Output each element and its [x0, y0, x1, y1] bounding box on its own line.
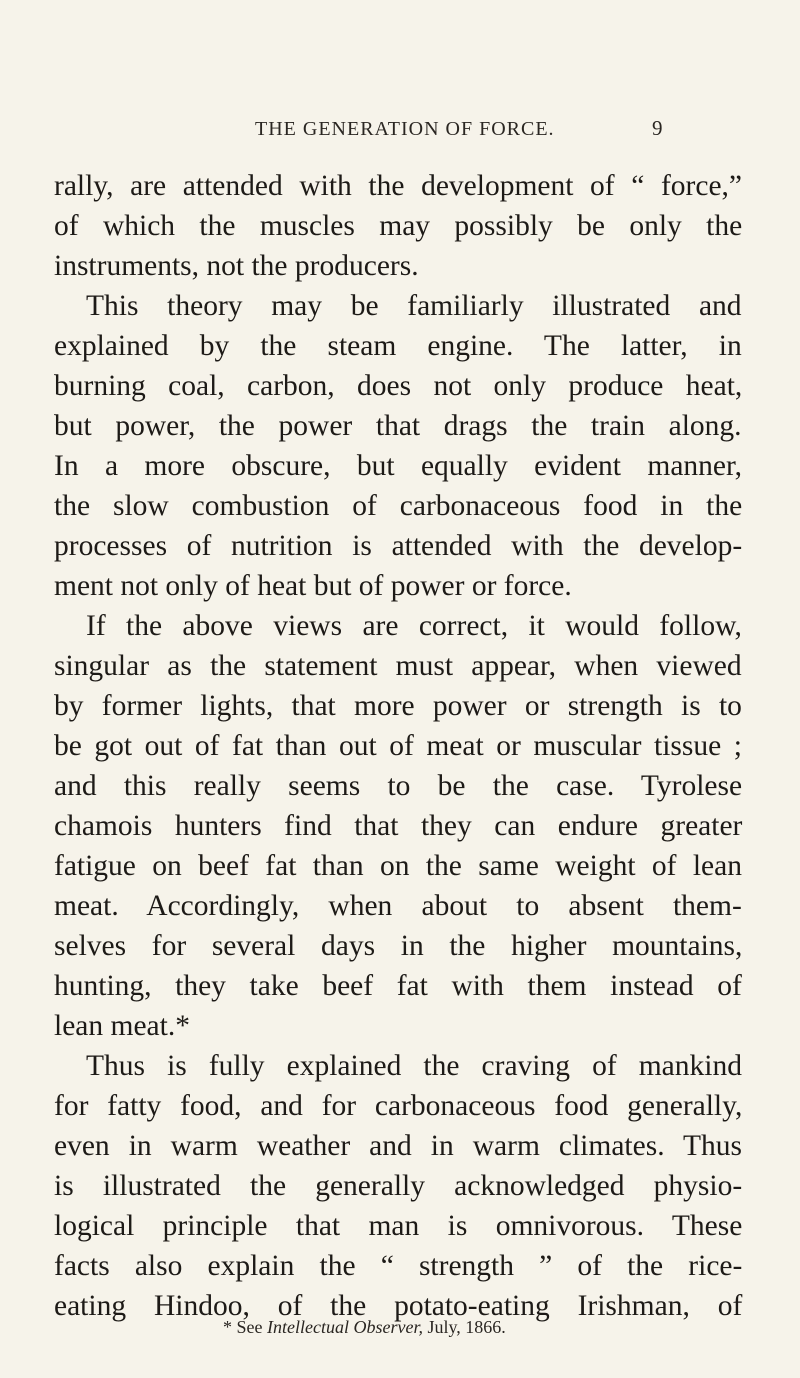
- text-line: is illustrated the generally acknowledged physio-: [54, 1170, 743, 1202]
- text-line: processes of nutrition is attended with the develop-: [54, 530, 743, 562]
- text-line: but power, the power that drags the train along.: [54, 410, 742, 442]
- text-line: ment not only of heat but of power or force.: [54, 570, 572, 602]
- text-line: In a more obscure, but equally evident manner,: [54, 450, 743, 482]
- text-line: facts also explain the “ strength ” of the rice-: [54, 1250, 743, 1282]
- text-line: by former lights, that more power or strength is to: [54, 690, 742, 722]
- text-line: explained by the steam engine. The latter, in: [54, 330, 742, 362]
- text-line: singular as the statement must appear, when viewed: [54, 650, 742, 682]
- text-line: If the above views are correct, it would follow,: [86, 610, 742, 642]
- text-line: be got out of fat than out of meat or muscular tissue ;: [54, 730, 742, 762]
- page-number: 9: [652, 116, 663, 140]
- text-line: meat. Accordingly, when about to absent them-: [54, 890, 742, 922]
- running-title: THE GENERATION OF FORCE.: [255, 118, 555, 140]
- text-line: chamois hunters find that they can endure greater: [54, 810, 743, 842]
- text-line: This theory may be familiarly illustrated and: [86, 290, 742, 322]
- footnote-source: Intellectual Observer,: [267, 1317, 423, 1337]
- footnote-marker: * See: [223, 1317, 263, 1337]
- text-line: rally, are attended with the development of “ force,”: [54, 170, 743, 202]
- text-line: hunting, they take beef fat with them instead of: [54, 970, 742, 1002]
- text-line: instruments, not the producers.: [54, 250, 419, 282]
- text-line: selves for several days in the higher mountains,: [54, 930, 743, 962]
- text-line: Thus is fully explained the craving of mankind: [86, 1050, 742, 1082]
- text-line: of which the muscles may possibly be only the: [54, 210, 743, 242]
- text-line: even in warm weather and in warm climates. Thus: [54, 1130, 743, 1162]
- text-line: lean meat.*: [54, 1010, 190, 1042]
- text-line: the slow combustion of carbonaceous food in the: [54, 490, 743, 522]
- footnote-date: July, 1866.: [427, 1317, 506, 1337]
- text-line: and this really seems to be the case. Tyrolese: [54, 770, 743, 802]
- text-line: fatigue on beef fat than on the same weight of lean: [54, 850, 742, 882]
- text-line: logical principle that man is omnivorous. These: [54, 1210, 743, 1242]
- text-line: eating Hindoo, of the potato-eating Irishman, of: [54, 1290, 743, 1322]
- text-line: burning coal, carbon, does not only produce heat,: [54, 370, 743, 402]
- text-line: for fatty food, and for carbonaceous food generally,: [54, 1090, 743, 1122]
- footnote: [223, 1317, 506, 1338]
